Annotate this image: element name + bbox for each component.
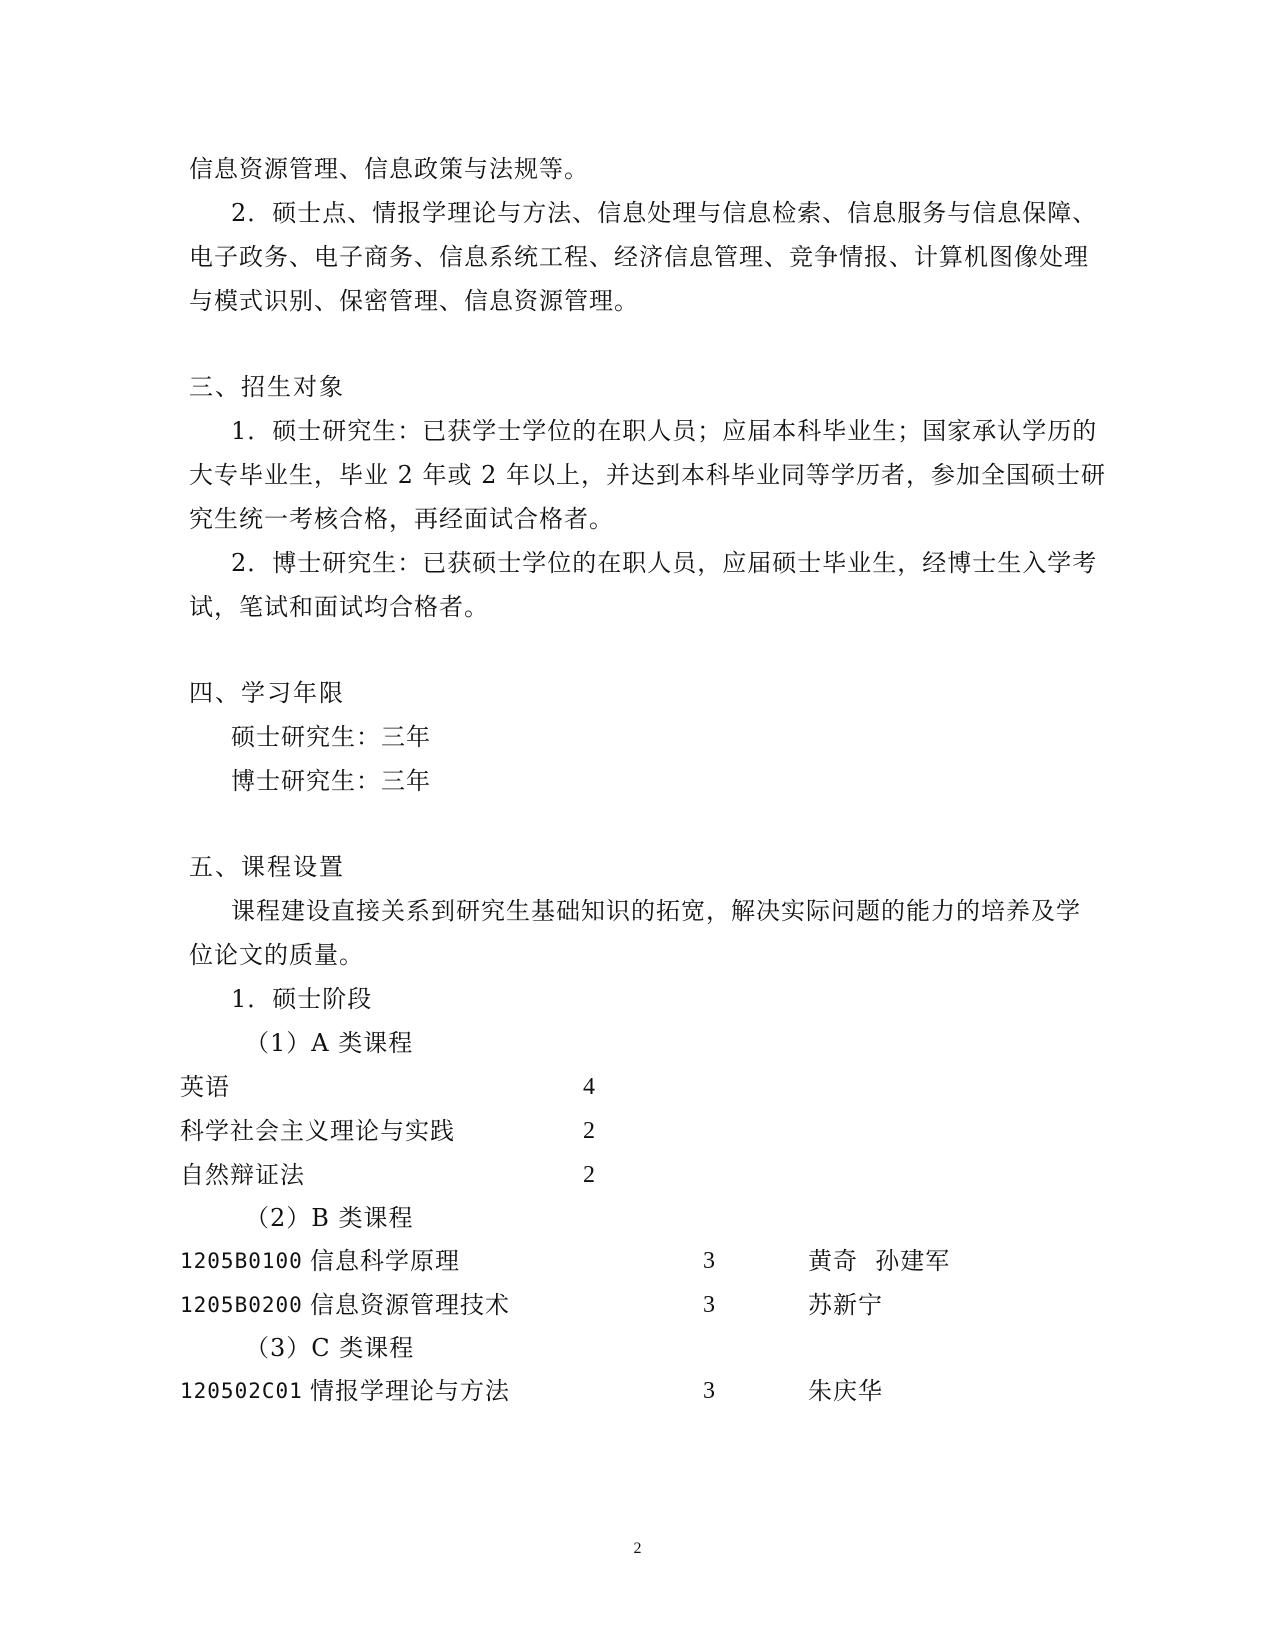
course-credits: 2 [583, 1162, 596, 1188]
section-heading: 三、招生对象 [189, 373, 345, 401]
course-class-label: （1）A 类课程 [245, 1029, 414, 1057]
course-code: 1205B0100 [180, 1249, 303, 1273]
course-credits: 4 [583, 1074, 596, 1100]
course-code: 120502C01 [180, 1379, 303, 1403]
text-line: 硕士研究生：三年 [231, 723, 431, 751]
page-number: 2 [633, 1540, 642, 1557]
course-code: 1205B0200 [180, 1293, 303, 1317]
text-line: 2．硕士点、情报学理论与方法、信息处理与信息检索、信息服务与信息保障、 [231, 199, 1098, 227]
section-heading: 四、学习年限 [189, 679, 345, 707]
course-credits: 3 [703, 1248, 716, 1274]
text-line: 大专毕业生，毕业 2 年或 2 年以上，并达到本科毕业同等学历者，参加全国硕士研 [189, 461, 1107, 489]
text-line: 试，笔试和面试均合格者。 [189, 593, 489, 621]
course-name: 信息资源管理技术 [310, 1291, 510, 1319]
text-line: 信息资源管理、信息政策与法规等。 [189, 155, 589, 183]
course-credits: 3 [703, 1378, 716, 1404]
course-name: 英语 [180, 1073, 230, 1101]
text-line: 位论文的质量。 [189, 941, 364, 969]
course-class-label: （2）B 类课程 [245, 1204, 414, 1232]
course-teacher: 苏新宁 [808, 1291, 883, 1319]
text-line: 电子政务、电子商务、信息系统工程、经济信息管理、竞争情报、计算机图像处理 [189, 243, 1089, 271]
section-heading: 五、课程设置 [189, 853, 345, 881]
subheading: 1．硕士阶段 [231, 985, 373, 1013]
course-teacher: 朱庆华 [808, 1377, 883, 1405]
course-name: 科学社会主义理论与实践 [180, 1117, 455, 1145]
course-teacher: 黄奇 孙建军 [808, 1247, 951, 1275]
text-line: 与模式识别、保密管理、信息资源管理。 [189, 287, 639, 315]
text-line: 课程建设直接关系到研究生基础知识的拓宽，解决实际问题的能力的培养及学 [231, 897, 1081, 925]
text-line: 1．硕士研究生：已获学士学位的在职人员；应届本科毕业生；国家承认学历的 [231, 417, 1098, 445]
text-line: 究生统一考核合格，再经面试合格者。 [189, 505, 614, 533]
course-name: 情报学理论与方法 [310, 1377, 510, 1405]
course-class-label: （3）C 类课程 [245, 1334, 415, 1362]
text-line: 2．博士研究生：已获硕士学位的在职人员，应届硕士毕业生，经博士生入学考 [231, 549, 1098, 577]
course-credits: 3 [703, 1292, 716, 1318]
course-name: 信息科学原理 [310, 1247, 460, 1275]
course-name: 自然辩证法 [180, 1161, 305, 1189]
text-line: 博士研究生：三年 [231, 767, 431, 795]
course-credits: 2 [583, 1118, 596, 1144]
